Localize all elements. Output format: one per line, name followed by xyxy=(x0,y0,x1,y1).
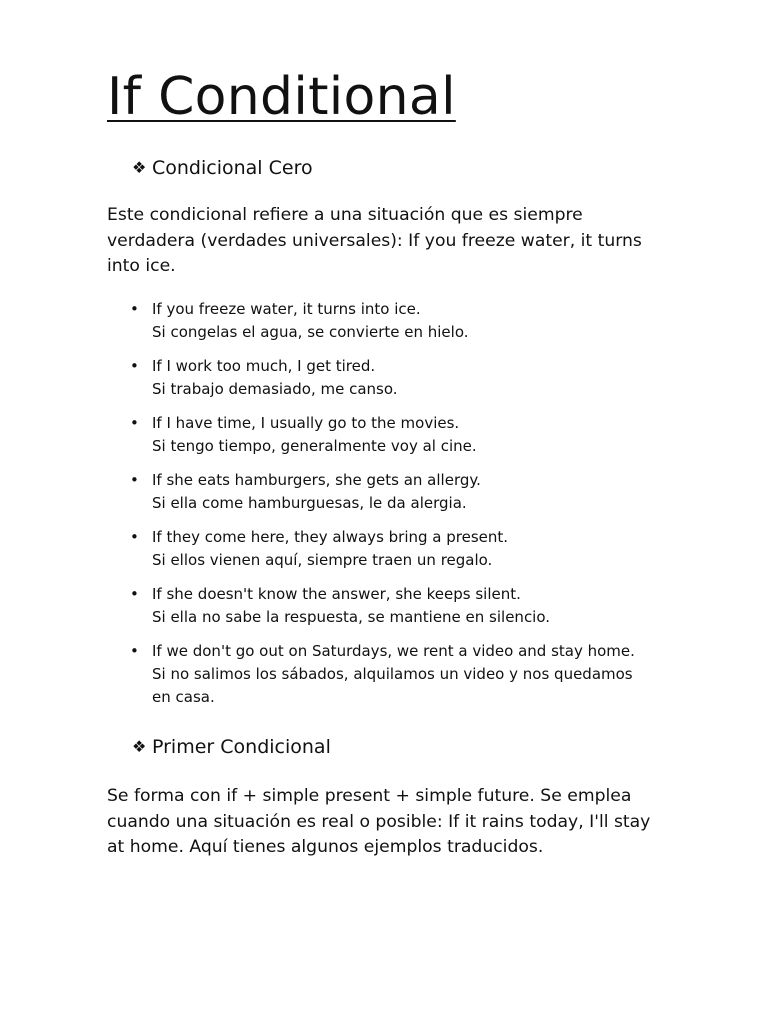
example-english: If I have time, I usually go to the movies. xyxy=(152,414,460,432)
examples-list xyxy=(130,298,690,720)
example-english: If you freeze water, it turns into ice. xyxy=(152,300,421,318)
example-spanish: Si tengo tiempo, generalmente voy al cine. xyxy=(152,437,477,455)
diamond-bullet-icon: ❖ xyxy=(132,737,147,756)
example-spanish: Si ella come hamburguesas, le da alergia. xyxy=(152,494,467,512)
example-spanish: Si ella no sabe la respuesta, se mantiene en silencio. xyxy=(152,608,551,626)
list-item xyxy=(130,355,690,401)
page-title: If Conditional xyxy=(107,67,456,127)
example-english: If she eats hamburgers, she gets an allergy. xyxy=(152,471,481,489)
section-heading-primer-condicional xyxy=(132,735,331,759)
section-heading-label: Primer Condicional xyxy=(152,736,331,758)
example-english: If we don't go out on Saturdays, we rent a video and stay home. xyxy=(152,642,635,660)
section-description-condicional-cero: Este condicional refiere a una situación que es siempre verdadera (verdades universales): If you freeze water, it turns into ice. xyxy=(107,205,642,276)
section-description-primer-condicional: Se forma con if + simple present + simple future. Se emplea cuando una situación es real o posible: If it rains today, I'll stay at home. Aquí tienes algunos ejemplos traducidos. xyxy=(107,786,651,857)
example-spanish: Si trabajo demasiado, me canso. xyxy=(152,380,398,398)
bullet-dot-icon: • xyxy=(130,414,139,432)
bullet-dot-icon: • xyxy=(130,471,139,489)
list-item xyxy=(130,412,690,458)
example-english: If they come here, they always bring a present. xyxy=(152,528,509,546)
example-english: If she doesn't know the answer, she keeps silent. xyxy=(152,585,521,603)
section-heading-condicional-cero xyxy=(132,156,313,180)
list-item xyxy=(130,640,690,709)
bullet-dot-icon: • xyxy=(130,528,139,546)
list-item xyxy=(130,583,690,629)
bullet-dot-icon: • xyxy=(130,642,139,660)
example-spanish: Si no salimos los sábados, alquilamos un video y nos quedamos en casa. xyxy=(152,665,633,706)
bullet-dot-icon: • xyxy=(130,300,139,318)
list-item xyxy=(130,298,690,344)
example-spanish: Si congelas el agua, se convierte en hielo. xyxy=(152,323,469,341)
section-heading-label: Condicional Cero xyxy=(152,157,313,179)
example-english: If I work too much, I get tired. xyxy=(152,357,376,375)
list-item xyxy=(130,469,690,515)
bullet-dot-icon: • xyxy=(130,357,139,375)
example-spanish: Si ellos vienen aquí, siempre traen un regalo. xyxy=(152,551,493,569)
diamond-bullet-icon: ❖ xyxy=(132,158,147,177)
list-item xyxy=(130,526,690,572)
bullet-dot-icon: • xyxy=(130,585,139,603)
